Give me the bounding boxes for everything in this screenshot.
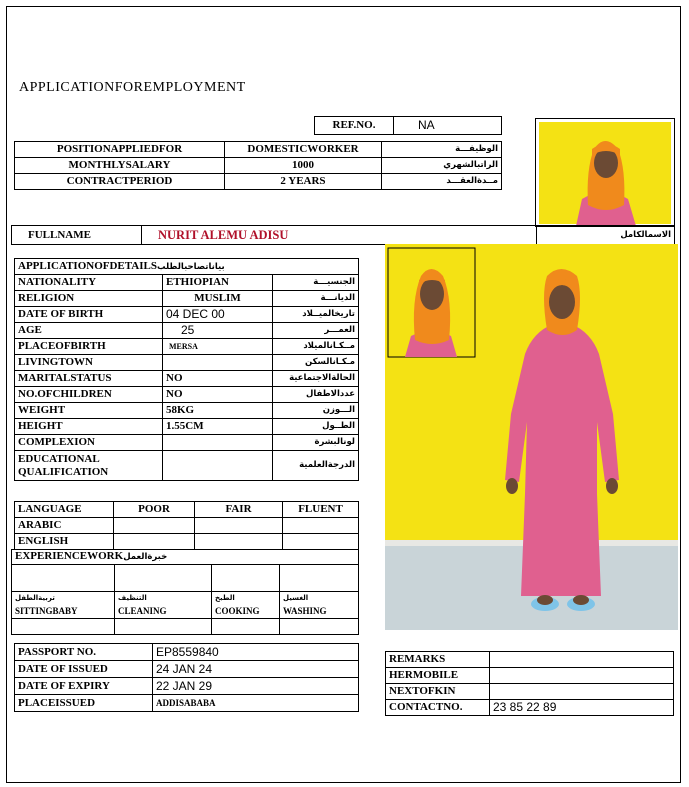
position-ar: الوظيفـــة [382, 142, 502, 158]
weight-value: 58KG [163, 403, 273, 419]
education-ar: الدرجةالعلمية [273, 451, 359, 481]
date-issued-value: 24 JAN 24 [153, 661, 359, 678]
livingtown-label: LIVINGTOWN [15, 355, 163, 371]
language-table [14, 501, 359, 550]
education-label [15, 451, 163, 481]
pob-value: MERSA [163, 339, 273, 355]
marital-label: MARITALSTATUS [15, 371, 163, 387]
children-value: NO [163, 387, 273, 403]
ref-table [314, 116, 502, 135]
english-poor [114, 534, 195, 550]
fluent-header: FLUENT [283, 502, 359, 518]
pob-label: PLACEOFBIRTH [15, 339, 163, 355]
skill-washing [280, 592, 359, 619]
experience-header-ar: خبرةالعمل [123, 552, 168, 562]
language-header: LANGUAGE [15, 502, 114, 518]
weight-label: WEIGHT [15, 403, 163, 419]
skill-cooking-ar: الطبخ [215, 594, 235, 602]
fullname-ar: الاسمالكامل [537, 226, 675, 245]
fair-header: FAIR [195, 502, 283, 518]
skill-sittingbaby-ar: تربيةالطفل [15, 594, 55, 602]
salary-value: 1000 [225, 158, 382, 174]
skill-cleaning-ar: التنظيف [118, 594, 147, 602]
date-issued-label: DATE OF ISSUED [15, 661, 153, 678]
fullname-table [11, 225, 675, 245]
livingtown-value [163, 355, 273, 371]
skill-cell-1 [12, 619, 115, 635]
skill-cleaning [115, 592, 212, 619]
children-ar: عددالاطفال [273, 387, 359, 403]
details-header-text: APPLICATIONOFDETAILS [18, 259, 157, 272]
dob-value: 04 DEC 00 [163, 307, 273, 323]
religion-label: RELIGION [15, 291, 163, 307]
skill-cooking [212, 592, 280, 619]
fullname-label: FULLNAME [12, 226, 142, 245]
salary-ar: الراتبالشهري [382, 158, 502, 174]
children-label: NO.OFCHILDREN [15, 387, 163, 403]
contactno-label: CONTACTNO. [386, 700, 490, 716]
remarks-table [385, 651, 674, 716]
arabic-fair [195, 518, 283, 534]
ref-label: REF.NO. [315, 117, 394, 135]
age-value: 25 [163, 323, 273, 339]
skill-cleaning-en: CLEANING [118, 606, 167, 616]
fullname-value: NURIT ALEMU ADISU [142, 226, 537, 245]
position-table [14, 141, 502, 190]
passport-table [14, 643, 359, 712]
contract-value: 2 YEARS [225, 174, 382, 190]
position-value: DOMESTICWORKER [225, 142, 382, 158]
skill-washing-en: WASHING [283, 606, 327, 616]
dob-ar: تاريخالميــلاد [273, 307, 359, 323]
experience-table [11, 549, 359, 635]
details-header [15, 259, 359, 275]
marital-value: NO [163, 371, 273, 387]
skill-cell-2 [115, 619, 212, 635]
age-label: AGE [15, 323, 163, 339]
remarks-label: REMARKS [386, 652, 490, 668]
skill-cooking-en: COOKING [215, 606, 260, 616]
skill-sittingbaby-en: SITTINGBABY [15, 606, 78, 616]
nationality-value: ETHIOPIAN [163, 275, 273, 291]
remarks-value [490, 652, 674, 668]
experience-header-text: EXPERIENCEWORK [15, 550, 124, 562]
age-ar: العمـــر [273, 323, 359, 339]
hermobile-value [490, 668, 674, 684]
english-fair [195, 534, 283, 550]
passport-no-value: EP8559840 [153, 644, 359, 661]
exp-blank-3 [212, 565, 280, 592]
position-label: POSITIONAPPLIEDFOR [15, 142, 225, 158]
height-label: HEIGHT [15, 419, 163, 435]
applicant-photo-full [385, 244, 678, 630]
hermobile-label: HERMOBILE [386, 668, 490, 684]
dob-label: DATE OF BIRTH [15, 307, 163, 323]
livingtown-ar: مـكـانالسكن [273, 355, 359, 371]
skill-washing-ar: الغسيل [283, 594, 309, 602]
education-label-line1: EDUCATIONAL [18, 452, 100, 465]
education-label-line2: QUALIFICATION [18, 465, 109, 478]
exp-blank-4 [280, 565, 359, 592]
details-header-ar: بياناتصاحبالطلب [156, 261, 225, 272]
arabic-poor [114, 518, 195, 534]
exp-blank-2 [115, 565, 212, 592]
date-expiry-value: 22 JAN 29 [153, 678, 359, 695]
poor-header: POOR [114, 502, 195, 518]
date-expiry-label: DATE OF EXPIRY [15, 678, 153, 695]
applicant-photo-small [535, 118, 675, 227]
skill-cell-4 [280, 619, 359, 635]
complexion-value [163, 435, 273, 451]
ref-value: NA [394, 117, 502, 135]
salary-label: MONTHLYSALARY [15, 158, 225, 174]
education-value [163, 451, 273, 481]
place-issued-value: ADDISABABA [153, 695, 359, 712]
contract-ar: مــدةالعقـــد [382, 174, 502, 190]
exp-blank-1 [12, 565, 115, 592]
nextofkin-value [490, 684, 674, 700]
details-table [14, 258, 359, 481]
skill-sittingbaby [12, 592, 115, 619]
complexion-ar: لونالبشرة [273, 435, 359, 451]
marital-ar: الحالةالاجتماعية [273, 371, 359, 387]
complexion-label: COMPLEXION [15, 435, 163, 451]
place-issued-label: PLACEISSUED [15, 695, 153, 712]
height-value: 1.55CM [163, 419, 273, 435]
english-fluent [283, 534, 359, 550]
passport-no-label: PASSPORT NO. [15, 644, 153, 661]
religion-value: MUSLIM [163, 291, 273, 307]
english-label: ENGLISH [15, 534, 114, 550]
arabic-label: ARABIC [15, 518, 114, 534]
height-ar: الطــول [273, 419, 359, 435]
contactno-value: 23 85 22 89 [490, 700, 674, 716]
document-title: APPLICATIONFOREMPLOYMENT [19, 80, 246, 95]
nationality-ar: الجنسيـــة [273, 275, 359, 291]
arabic-fluent [283, 518, 359, 534]
skill-cell-3 [212, 619, 280, 635]
pob-ar: مــكـانالميلاد [273, 339, 359, 355]
nationality-label: NATIONALITY [15, 275, 163, 291]
experience-header [12, 550, 359, 565]
nextofkin-label: NEXTOFKIN [386, 684, 490, 700]
weight-ar: الـــوزن [273, 403, 359, 419]
contract-label: CONTRACTPERIOD [15, 174, 225, 190]
religion-ar: الديانـــة [273, 291, 359, 307]
